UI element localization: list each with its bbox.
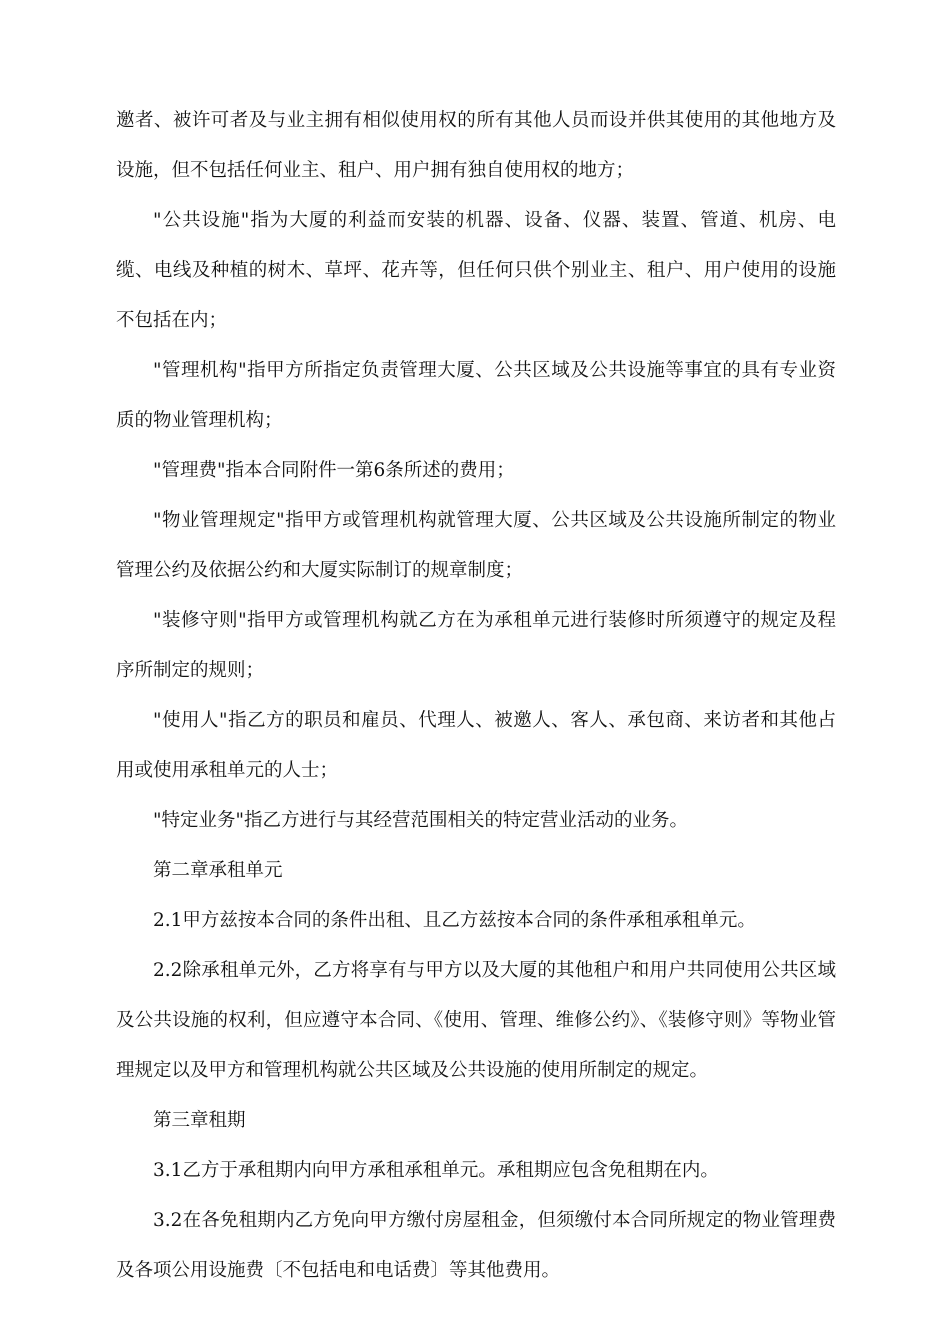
chapter-heading-lease-term: 第三章租期 xyxy=(153,1110,246,1131)
paragraph-specific-business-definition: "特定业务"指乙方进行与其经营范围相关的特定营业活动的业务。 xyxy=(153,810,689,831)
paragraph-renovation-rules-definition: "装修守则"指甲方或管理机构就乙方在为承租单元进行装修时所须遵守的规定及程序所制定的规则； xyxy=(116,610,836,681)
paragraph-common-area-continued: 邀者、被许可者及与业主拥有相似使用权的所有其他人员而设并供其使用的其他地方及设施，但不包括任何业主、租户、用户拥有独自使用权的地方； xyxy=(116,110,836,181)
paragraph-management-agency-definition: "管理机构"指甲方所指定负责管理大厦、公共区域及公共设施等事宜的具有专业资质的物业管理机构； xyxy=(116,360,836,431)
clause-2-2: 2.2除承租单元外，乙方将享有与甲方以及大厦的其他租户和用户共同使用公共区域及公共设施的权利，但应遵守本合同、《使用、管理、维修公约》、《装修守则》等物业管理规定以及甲方和管理机构就公共区域及公共设施的使用所制定的规定。 xyxy=(116,960,836,1081)
paragraph-management-fee-definition: "管理费"指本合同附件一第6条所述的费用； xyxy=(153,460,515,481)
chapter-heading-leased-unit: 第二章承租单元 xyxy=(153,860,283,881)
paragraph-property-rules-definition: "物业管理规定"指甲方或管理机构就管理大厦、公共区域及公共设施所制定的物业管理公约及依据公约和大厦实际制订的规章制度； xyxy=(116,510,836,581)
document-body xyxy=(116,96,836,1296)
paragraph-public-facilities-definition: "公共设施"指为大厦的利益而安装的机器、设备、仪器、装置、管道、机房、电缆、电线及种植的树木、草坪、花卉等，但任何只供个别业主、租户、用户使用的设施不包括在内； xyxy=(116,210,836,331)
clause-3-1: 3.1乙方于承租期内向甲方承租承租单元。承租期应包含免租期在内。 xyxy=(153,1160,719,1181)
clause-3-2: 3.2在各免租期内乙方免向甲方缴付房屋租金，但须缴付本合同所规定的物业管理费及各项公用设施费〔不包括电和电话费〕等其他费用。 xyxy=(116,1210,836,1281)
paragraph-user-definition: "使用人"指乙方的职员和雇员、代理人、被邀人、客人、承包商、来访者和其他占用或使用承租单元的人士； xyxy=(116,710,836,781)
clause-2-1: 2.1甲方兹按本合同的条件出租、且乙方兹按本合同的条件承租承租单元。 xyxy=(153,910,756,931)
